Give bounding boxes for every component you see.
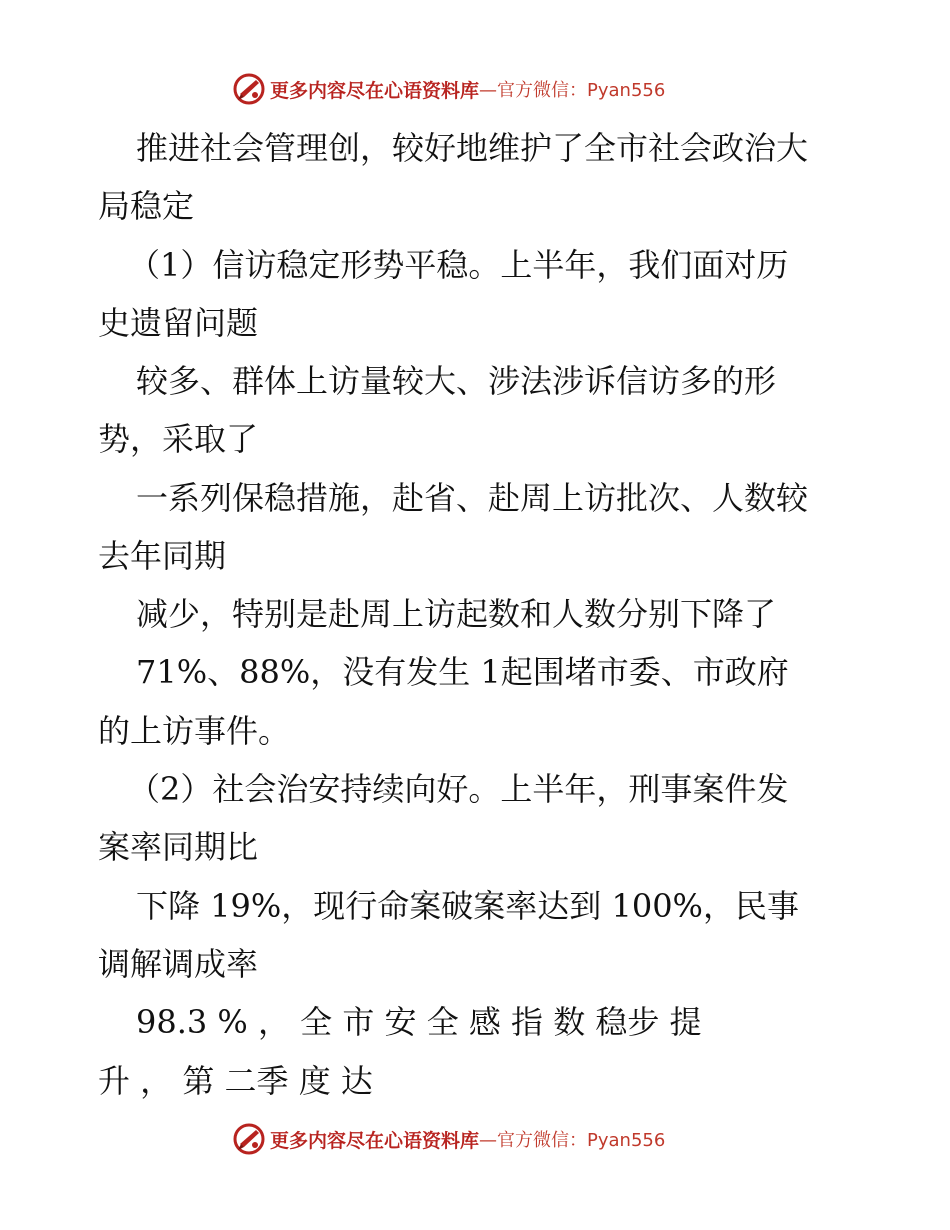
text-line: 势，采取了 [98,420,259,458]
text-line: 推进社会管理创，较好地维护了全市社会政治大 [136,129,809,167]
text-line: 案率同期比 [98,828,259,866]
watermark-main-text: 更多内容尽在心语资料库 [270,79,480,102]
text-line: 史遗留问题 [98,304,259,342]
text-line: 减少，特别是赴周上访起数和人数分别下降了 [136,595,777,633]
text-line: 下降 19%，现行命案破案率达到 100%，民事 [136,887,799,925]
text-line: 升 ， 第 二季 度 达 [98,1062,373,1100]
text-line: 去年同期 [98,537,227,575]
text-line: 的上访事件。 [98,712,291,750]
text-line: 98.3 % ， 全 市 安 全 感 指 数 稳步 提 [136,1003,702,1041]
watermark-sub-text: —官方微信：Pyan556 [479,1130,666,1151]
watermark-main-text: 更多内容尽在心语资料库 [270,1129,480,1152]
watermark-logo-icon [232,72,266,106]
footer-watermark [232,1122,665,1156]
text-line: 一系列保稳措施，赴省、赴周上访批次、人数较 [136,479,809,517]
watermark-logo-icon [232,1122,266,1156]
text-line: 调解调成率 [98,945,259,983]
text-line: （2）社会治安持续向好。上半年，刑事案件发 [128,770,789,808]
text-line: 局稳定 [98,187,195,225]
text-line: （1）信访稳定形势平稳。上半年，我们面对历 [128,246,789,284]
text-line: 较多、群体上访量较大、涉法涉诉信访多的形 [136,362,777,400]
watermark-sub-text: —官方微信：Pyan556 [479,80,666,101]
header-watermark [232,72,665,106]
text-line: 71%、88%，没有发生 1起围堵市委、市政府 [136,653,789,691]
